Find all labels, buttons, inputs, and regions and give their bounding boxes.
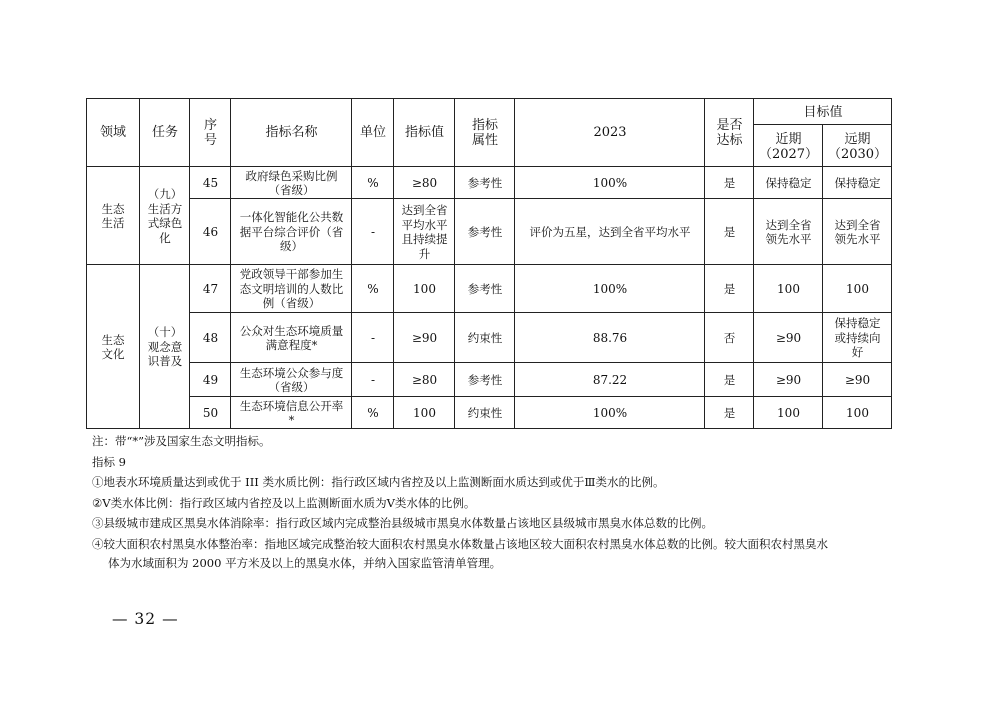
header-value: 指标值 <box>404 125 444 140</box>
note-item-2: ②Ⅴ类水体比例：指行政区域内省控及以上监测断面水质为Ⅴ类水体的比例。 <box>92 496 476 510</box>
header-reached: 是否达标 <box>716 117 743 148</box>
row-47-reached: 是 <box>723 281 736 296</box>
row-48-seq: 48 <box>202 330 219 345</box>
group-domain-culture: 生态文化 <box>101 332 125 361</box>
header-far <box>823 126 892 167</box>
row-45-near: 保持稳定 <box>765 175 812 190</box>
row-46-unit: - <box>370 224 376 239</box>
row-47-seq: 47 <box>202 281 219 296</box>
row-47-2023: 100% <box>592 281 628 296</box>
header-name: 指标名称 <box>265 125 318 140</box>
page-number: — 32 — <box>112 610 179 628</box>
row-45-reached: 是 <box>723 175 736 190</box>
row-46-seq: 46 <box>202 224 219 239</box>
row-45-name: 政府绿色采购比例（省级） <box>245 168 338 197</box>
row-46-near: 达到全省领先水平 <box>765 217 812 246</box>
row-48-value: ≥90 <box>411 330 438 345</box>
row-50-far: 100 <box>846 405 869 420</box>
row-48-2023: 88.76 <box>592 330 628 345</box>
header-near-year: （2027） <box>758 146 819 162</box>
row-46-far: 达到全省领先水平 <box>834 217 881 246</box>
row-48-attr: 约束性 <box>467 330 503 345</box>
row-49-unit: - <box>370 372 376 387</box>
header-near-label: 近期 <box>775 131 802 147</box>
row-48-name: 公众对生态环境质量满意程度* <box>239 323 344 352</box>
row-49-near: ≥90 <box>775 372 802 387</box>
header-2023: 2023 <box>593 125 627 140</box>
row-49-2023: 87.22 <box>592 372 628 387</box>
row-47-attr: 参考性 <box>467 281 503 296</box>
row-45-value: ≥80 <box>411 175 438 190</box>
row-49-reached: 是 <box>723 372 736 387</box>
row-50-reached: 是 <box>723 405 736 420</box>
row-50-value: 100 <box>413 405 436 420</box>
indicator-heading: 指标 9 <box>92 455 126 469</box>
row-45-far: 保持稳定 <box>834 175 881 190</box>
row-48-reached: 否 <box>723 330 736 345</box>
header-domain: 领域 <box>99 125 126 140</box>
row-49-value: ≥80 <box>411 372 438 387</box>
row-46-2023: 评价为五星，达到全省平均水平 <box>529 224 691 239</box>
group-task-culture: （十）观念意识普及 <box>147 325 183 369</box>
table-footnote: 注：带“*”涉及国家生态文明指标。 <box>92 434 271 448</box>
row-45-unit: % <box>367 175 379 190</box>
row-50-unit: % <box>367 405 379 420</box>
note-item-4-cont: 体为水域面积为 2000 平方米及以上的黑臭水体，并纳入国家监管清单管理。 <box>108 556 502 570</box>
row-45-2023: 100% <box>592 175 628 190</box>
row-47-unit: % <box>367 281 379 296</box>
row-48-near: ≥90 <box>775 330 802 345</box>
row-49-name: 生态环境公众参与度（省级） <box>239 365 344 394</box>
row-47-near: 100 <box>777 281 800 296</box>
note-item-4: ④较大面积农村黑臭水体整治率：指地区域完成整治较大面积农村黑臭水体数量占该地区较大面积农村黑臭水体总数的比例。较大面积农村黑臭水 <box>92 537 828 551</box>
row-49-far: ≥90 <box>844 372 871 387</box>
note-item-3: ③县级城市建成区黑臭水体消除率：指行政区域内完成整治县级城市黑臭水体数量占该地区县级城市黑臭水体总数的比例。 <box>92 516 713 530</box>
header-target: 目标值 <box>803 104 843 120</box>
header-attr: 指标属性 <box>471 117 498 148</box>
header-far-label: 远期 <box>844 131 871 147</box>
group-domain-life: 生态生活 <box>101 201 125 230</box>
row-50-near: 100 <box>777 405 800 420</box>
header-unit: 单位 <box>359 125 386 140</box>
row-47-far: 100 <box>846 281 869 296</box>
row-46-value: 达到全省平均水平且持续提升 <box>401 203 448 261</box>
row-46-reached: 是 <box>723 224 736 239</box>
row-48-far: 保持稳定或持续向好 <box>834 316 881 360</box>
row-46-name: 一体化智能化公共数据平台综合评价（省级） <box>239 210 344 254</box>
group-task-life: （九）生活方式绿色化 <box>147 187 183 245</box>
row-49-attr: 参考性 <box>467 372 503 387</box>
header-near <box>754 126 823 167</box>
row-46-attr: 参考性 <box>467 224 503 239</box>
note-item-1: ①地表水环境质量达到或优于 III 类水质比例：指行政区域内省控及以上监测断面水质达到或优于Ⅲ类水的比例。 <box>92 475 665 489</box>
header-seq: 序号 <box>203 117 217 148</box>
header-task: 任务 <box>151 125 178 140</box>
row-45-attr: 参考性 <box>467 175 503 190</box>
header-far-year: （2030） <box>827 146 888 162</box>
row-45-seq: 45 <box>202 175 219 190</box>
row-50-attr: 约束性 <box>467 405 503 420</box>
row-50-name: 生态环境信息公开率* <box>239 398 344 427</box>
row-49-seq: 49 <box>202 372 219 387</box>
row-50-seq: 50 <box>202 405 219 420</box>
row-50-2023: 100% <box>592 405 628 420</box>
row-47-name: 党政领导干部参加生态文明培训的人数比例（省级） <box>239 267 344 311</box>
row-47-value: 100 <box>413 281 436 296</box>
row-48-unit: - <box>370 330 376 345</box>
